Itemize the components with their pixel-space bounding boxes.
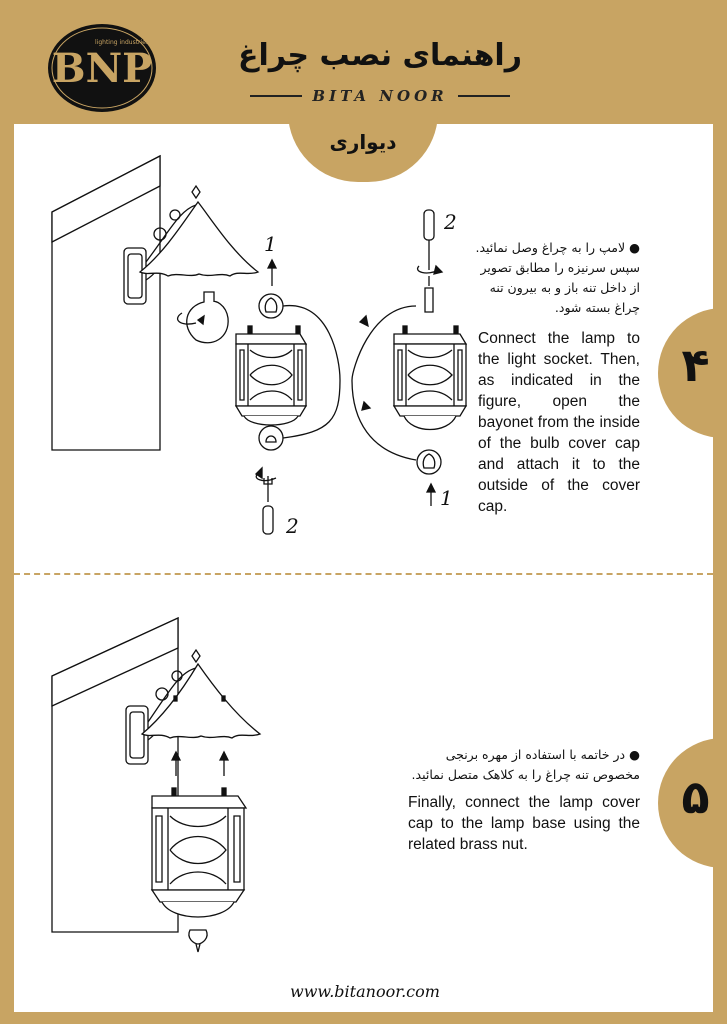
illus-label-1: 1 (264, 232, 277, 256)
illus-label-3: 2 (286, 514, 299, 538)
step-5-en-text: Finally, connect the lamp cover cap to the lamp base using the related brass nut. (408, 794, 640, 853)
step-4-number: ۴ (681, 338, 710, 392)
bullet-icon: ● (625, 240, 640, 255)
page-title: راهنمای نصب چراغ (237, 38, 522, 73)
website-footer: www.bitanoor.com (290, 982, 440, 1001)
brand-name: BITA NOOR (312, 87, 448, 105)
bullet-icon: ● (625, 747, 640, 762)
step-5-number: ۵ (681, 770, 710, 824)
step-4-en-text: Connect the lamp to the light socket. Then, as indicated in the figure, open the bayonet from the inside of the bulb cover cap and attach it to the outside of the cover cap. (478, 330, 640, 515)
logo-letters: BNP (51, 45, 153, 92)
step-4-fa-content: لامپ را به چراغ وصل نمائید. سپس سرنیزه را مطابق تصویر از داخل تنه باز و به بیرون تنه چراغ بسته شود. (475, 240, 640, 315)
illus-label-2: 2 (444, 210, 457, 234)
logo-subtext: lighting industries (95, 39, 149, 46)
category-label: دیواری (329, 130, 397, 154)
illus-label-4: 1 (440, 486, 453, 510)
step-5-fa-content: در خاتمه با استفاده از مهره برنجی مخصوص تنه چراغ را به کلاهک متصل نمائید. (411, 747, 640, 782)
